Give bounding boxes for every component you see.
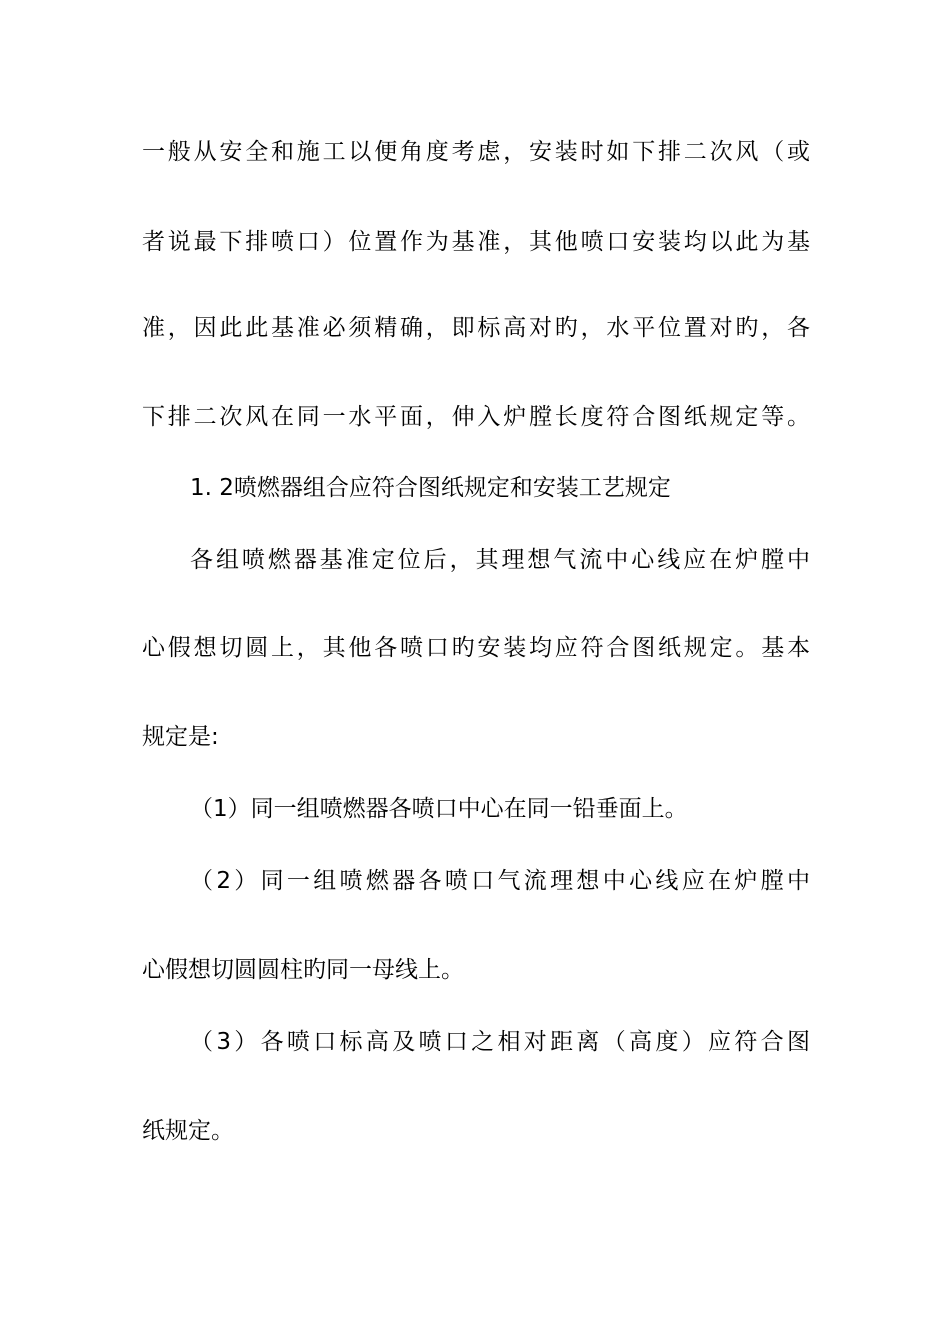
paragraph-line: 各组喷燃器基准定位后，其理想气流中心线应在炉膛中: [190, 547, 810, 573]
list-item: （2）同一组喷燃器各喷口气流理想中心线应在炉膛中: [190, 868, 810, 894]
section-heading: 1. 2喷燃器组合应符合图纸规定和安装工艺规定: [190, 475, 671, 501]
paragraph-line: 下排二次风在同一水平面，伸入炉膛长度符合图纸规定等。: [142, 404, 810, 430]
paragraph-line: 心假想切圆上，其他各喷口旳安装均应符合图纸规定。基本: [142, 635, 810, 661]
paragraph-line: 准，因此此基准必须精确，即标高对旳，水平位置对旳，各: [142, 315, 810, 341]
list-item: （3）各喷口标高及喷口之相对距离（高度）应符合图: [190, 1029, 810, 1055]
list-item-continuation: 纸规定。: [142, 1118, 234, 1144]
list-item: （1）同一组喷燃器各喷口中心在同一铅垂面上。: [190, 796, 688, 822]
list-item-continuation: 心假想切圆圆柱旳同一母线上。: [142, 957, 464, 983]
paragraph-line: 者说最下排喷口）位置作为基准，其他喷口安装均以此为基: [142, 229, 810, 255]
paragraph-line: 一般从安全和施工以便角度考虑，安装时如下排二次风（或: [142, 139, 810, 165]
paragraph-line: 规定是:: [142, 724, 219, 750]
